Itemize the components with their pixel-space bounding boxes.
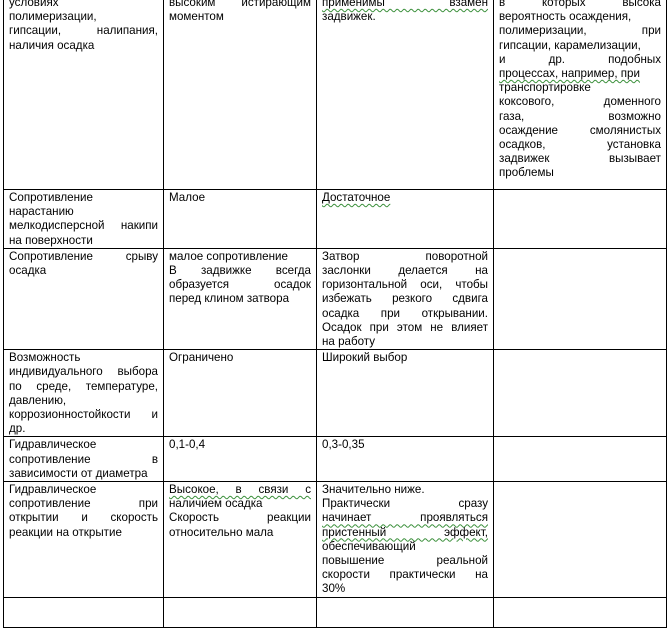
table-row: [4, 597, 667, 627]
cell-line: сопротивление при: [9, 497, 158, 511]
cell-line: Затвор поворотной: [322, 249, 488, 263]
table-cell-butterfly-valve: [317, 248, 494, 349]
table-cell-property: [4, 482, 164, 598]
cell-line: Осадок при этом не влияет: [322, 320, 488, 334]
cell-line: моментом: [169, 10, 224, 24]
cell-line: горизонтальной оси, чтобы: [322, 278, 488, 292]
cell-line: осаждение смолянистых: [499, 123, 661, 137]
table-cell-gate-valve: [164, 437, 317, 482]
table-row: [4, 482, 667, 598]
cell-line: Гидравлическое: [9, 483, 97, 497]
cell-line: скорости практически на: [322, 568, 488, 582]
cell-line: др.: [9, 422, 26, 436]
cell-line: относительно мала: [169, 525, 274, 539]
cell-line: индивидуального выбора: [9, 365, 158, 379]
cell-line: В задвижке всегда: [169, 264, 311, 278]
table-cell-property: [4, 597, 164, 627]
table-cell-notes: [494, 437, 667, 482]
table-cell-property: [4, 248, 164, 349]
cell-line: процессах, например, при: [499, 67, 640, 81]
cell-line: коксового, доменного: [499, 95, 661, 109]
cell-line: Практически сразу: [322, 497, 488, 511]
cell-line: гипсации, налипания,: [9, 24, 158, 38]
table-cell-gate-valve: [164, 482, 317, 598]
table-cell-property: [4, 190, 164, 249]
table-row: [4, 190, 667, 249]
cell-line: реакции на открытие: [9, 525, 122, 539]
cell-line: коррозионностойкости и: [9, 408, 158, 422]
table-row: [4, 350, 667, 437]
cell-line: наличием осадка: [169, 497, 263, 511]
cell-line: Сопротивление срыву: [9, 249, 158, 263]
cell-line: заслонки делается на: [322, 264, 488, 278]
cell-line: 0,1-0,4: [169, 438, 206, 452]
table-cell-gate-valve: [164, 0, 317, 190]
table-cell-property: [4, 437, 164, 482]
cell-line: 30%: [322, 582, 346, 596]
cell-line: 0,3-0,35: [322, 438, 365, 452]
cell-line: Высокое, в связи с: [169, 483, 311, 497]
table-cell-butterfly-valve: [317, 597, 494, 627]
cell-line: транспортировке: [499, 81, 591, 95]
table-cell-butterfly-valve: [317, 190, 494, 249]
cell-line: образуется осадок: [169, 278, 311, 292]
cell-line: Достаточное: [322, 191, 391, 204]
cell-line: обеспечивающий: [322, 539, 416, 553]
cell-line: Ограничено: [169, 351, 234, 365]
cell-line: применимы взамен: [322, 0, 488, 9]
cell-line: осадка: [9, 264, 47, 278]
cell-line: наличия осадка: [9, 38, 95, 52]
cell-line: мелкодисперсной накипи: [9, 219, 158, 233]
table-row: [4, 0, 667, 190]
table-cell-notes: [494, 248, 667, 349]
comparison-table: [3, 0, 667, 628]
cell-line: по среде, температуре,: [9, 379, 158, 393]
cell-line: повышение реальной: [322, 554, 488, 568]
table-row: [4, 248, 667, 349]
cell-line: Скорость реакции: [169, 511, 311, 525]
cell-line: на работу: [322, 335, 376, 349]
table-row: [4, 437, 667, 482]
cell-line: осадков, установка: [499, 138, 661, 152]
cell-line: пристенный эффект,: [322, 525, 488, 539]
table-cell-butterfly-valve: [317, 0, 494, 190]
cell-line: нарастанию: [9, 205, 74, 219]
table-cell-notes: [494, 0, 667, 190]
table-cell-gate-valve: [164, 248, 317, 349]
cell-line: Сопротивление: [9, 191, 93, 204]
cell-line: перед клином затвора: [169, 292, 290, 306]
cell-line: Возможность: [9, 351, 81, 365]
cell-line: осадка при открывании.: [322, 306, 488, 320]
cell-line: условиях: [9, 0, 59, 9]
cell-line: проблемы: [499, 166, 554, 180]
cell-line: сопротивление в: [9, 452, 158, 466]
cell-line: избежать резкого сдвига: [322, 292, 488, 306]
table-cell-property: [4, 350, 164, 437]
cell-line: в которых высока: [499, 0, 661, 9]
cell-line: Малое: [169, 191, 206, 204]
table-cell-notes: [494, 190, 667, 249]
cell-line: Широкий выбор: [322, 351, 408, 365]
cell-line: гипсации, карамелизации,: [499, 38, 641, 52]
cell-line: давлению,: [9, 393, 67, 407]
cell-line: задвижек вызывает: [499, 152, 661, 166]
cell-line: высоким истирающим: [169, 0, 311, 9]
table-cell-gate-valve: [164, 350, 317, 437]
cell-line: вероятность осаждения,: [499, 10, 632, 24]
cell-line: открытии и скорость: [9, 511, 158, 525]
table-cell-gate-valve: [164, 597, 317, 627]
table-cell-notes: [494, 350, 667, 437]
table-cell-butterfly-valve: [317, 482, 494, 598]
table-cell-butterfly-valve: [317, 437, 494, 482]
cell-line: Значительно ниже.: [322, 483, 425, 497]
cell-line: полимеризации,: [9, 10, 97, 24]
table-cell-notes: [494, 597, 667, 627]
cell-line: зависимости от диаметра: [9, 466, 148, 480]
cell-line: полимеризации, при: [499, 24, 661, 38]
cell-line: на поверхности: [9, 233, 93, 247]
cell-line: газа, возможно: [499, 109, 661, 123]
cell-line: малое сопротивление: [169, 249, 288, 263]
cell-line: Гидравлическое: [9, 438, 97, 452]
table-cell-notes: [494, 482, 667, 598]
cell-line: и др. подобных: [499, 52, 661, 66]
cell-line: начинает проявляться: [322, 511, 488, 525]
table-cell-gate-valve: [164, 190, 317, 249]
cell-line: задвижек.: [322, 10, 376, 24]
table-cell-property: [4, 0, 164, 190]
table-cell-butterfly-valve: [317, 350, 494, 437]
